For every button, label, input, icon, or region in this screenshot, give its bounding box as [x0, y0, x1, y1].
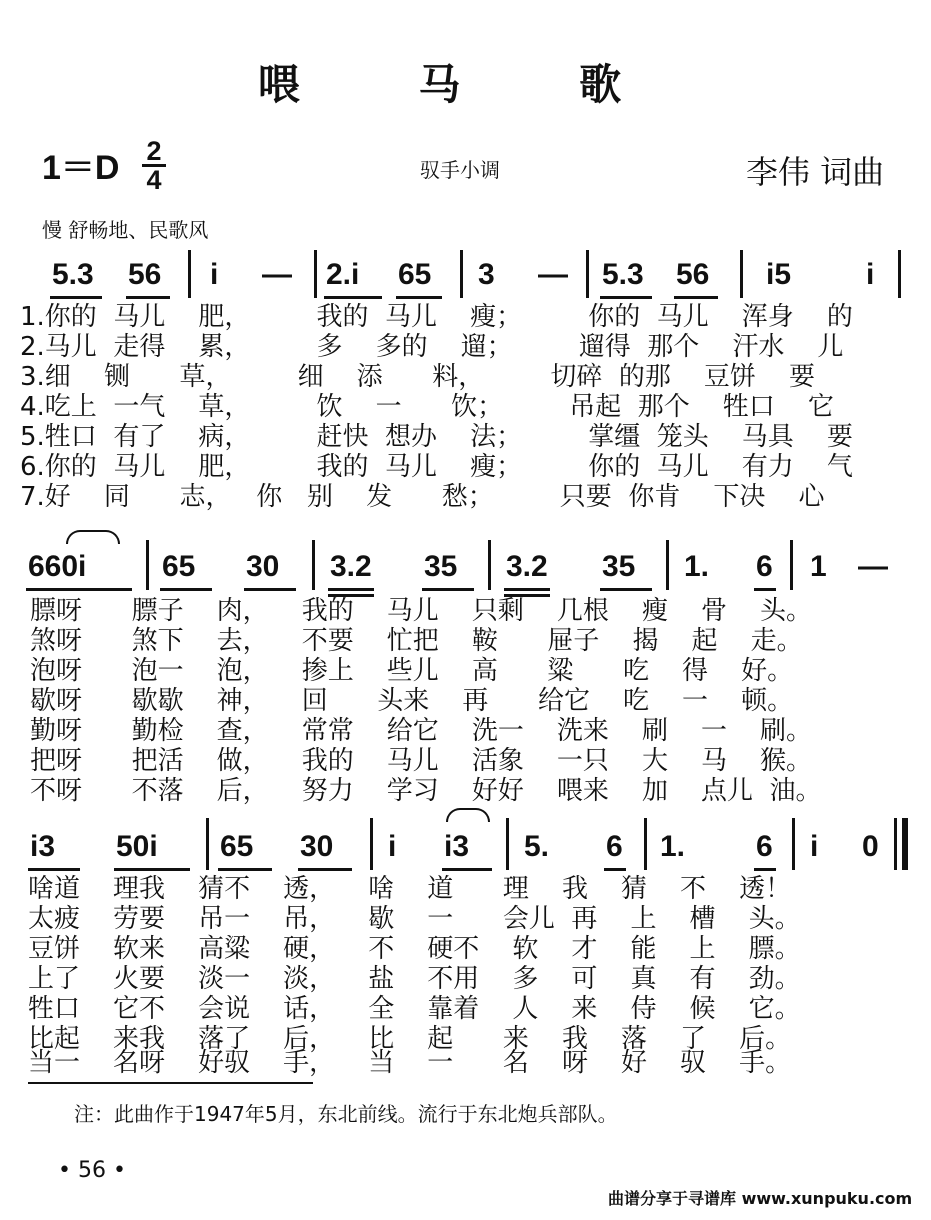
barline	[188, 250, 191, 298]
note-group: 1.	[684, 550, 710, 583]
lyric-line: 不呀 不落 后， 努力 学习 好好 喂来 加 点儿 油。	[30, 776, 822, 806]
time-signature	[142, 138, 166, 193]
beam	[218, 868, 272, 871]
author-credit: 李伟 词曲	[746, 153, 885, 191]
note-group: 30	[300, 830, 334, 863]
beam	[50, 296, 102, 299]
note-group: —	[262, 258, 292, 291]
lyric-line: 比起 来我 落了 后， 比 起 来 我 落 了 后。	[28, 1024, 792, 1054]
lyric-line: 歇呀 歇歇 神， 回 头来 再 给它 吃 一 顿。	[30, 686, 794, 716]
beam	[26, 588, 132, 591]
lyric-line: 3.细 铡 草， 细 添 料， 切碎 的那 豆饼 要	[20, 362, 815, 392]
lyric-line: 泡呀 泡一 泡， 掺上 些儿 高 粱 吃 得 好。	[30, 656, 794, 686]
lyric-line: 7.好 同 志， 你 别 发 愁； 只要 你肯 下决 心	[20, 482, 825, 512]
lyric-line: 太疲 劳要 吊一 吊， 歇 一 会儿 再 上 槽 头。	[28, 904, 801, 934]
barline	[312, 540, 315, 590]
beam	[244, 588, 296, 591]
note-group: 5.3	[52, 258, 94, 291]
beam	[600, 588, 652, 591]
note-group: 50i	[116, 830, 158, 863]
final-barline-thick	[902, 818, 908, 870]
lyric-line: 煞呀 煞下 去， 不要 忙把 鞍 屉子 揭 起 走。	[30, 626, 803, 656]
barline	[644, 818, 647, 870]
lyric-line: 5.牲口 有了 病， 赶快 想办 法； 掌缰 笼头 马具 要	[20, 422, 853, 452]
barline	[586, 250, 589, 298]
barline	[460, 250, 463, 298]
note-group: 35	[602, 550, 636, 583]
lyric-line: 当一 名呀 好驭 手， 当 一 名 呀 好 驭 手。	[28, 1048, 792, 1078]
lyric-line: 勤呀 勤检 查， 常常 给它 洗一 洗来 刷 一 刷。	[30, 716, 813, 746]
note-group: 65	[220, 830, 254, 863]
lyric-line: 1.你的 马儿 肥， 我的 马儿 瘦； 你的 马儿 浑身 的	[20, 302, 853, 332]
note-group: 56	[128, 258, 162, 291]
tempo-marking: 慢 舒畅地、民歌风	[42, 218, 209, 242]
note-group: i5	[766, 258, 792, 291]
barline	[898, 250, 901, 298]
system-2	[0, 540, 931, 806]
footnote-divider	[28, 1082, 313, 1084]
system-1	[0, 250, 931, 510]
note-group: 3.2	[506, 550, 548, 583]
note-group: 5.	[524, 830, 550, 863]
note-group: —	[538, 258, 568, 291]
lyric-line: 上了 火要 淡一 淡， 盐 不用 多 可 真 有 劲。	[28, 964, 801, 994]
note-group: 6	[606, 830, 623, 863]
barline	[488, 540, 491, 590]
system-3	[0, 818, 931, 1078]
note-group: i3	[444, 830, 470, 863]
source-credit: 曲谱分享于寻谱库 www.xunpuku.com	[608, 1189, 913, 1208]
barline	[206, 818, 209, 870]
lyric-line: 啥道 理我 猜不 透， 啥 道 理 我 猜 不 透！	[28, 874, 792, 904]
beam	[328, 588, 374, 591]
beam	[324, 296, 382, 299]
note-group: 0	[862, 830, 879, 863]
barline	[790, 540, 793, 590]
time-signature-bottom: 4	[142, 164, 166, 193]
note-group: 35	[424, 550, 458, 583]
beam	[674, 296, 718, 299]
beam	[504, 588, 550, 591]
note-group: i	[210, 258, 219, 291]
barline	[666, 540, 669, 590]
note-group: 660i	[28, 550, 87, 583]
note-group: i	[866, 258, 875, 291]
note-group: 1.	[660, 830, 686, 863]
barline	[792, 818, 795, 870]
note-group: 6	[756, 550, 773, 583]
beam	[600, 296, 652, 299]
beam	[114, 868, 190, 871]
final-barline-thin	[894, 818, 897, 870]
beam	[604, 868, 626, 871]
lyric-line: 膘呀 膘子 肉， 我的 马儿 只剩 几根 瘦 骨 头。	[30, 596, 813, 626]
song-title: 喂 马 歌	[257, 60, 674, 109]
note-group: 2.i	[326, 258, 360, 291]
beam	[754, 868, 776, 871]
key-signature: 1＝D	[42, 149, 120, 187]
barline	[506, 818, 509, 870]
note-group: 3.2	[330, 550, 372, 583]
note-group: —	[858, 550, 888, 583]
note-group: 56	[676, 258, 710, 291]
style-label: 驭手小调	[420, 158, 500, 182]
lyric-line: 2.马儿 走得 累， 多 多的 遛； 遛得 那个 汗水 儿	[20, 332, 844, 362]
time-signature-top: 2	[146, 136, 162, 166]
barline	[370, 818, 373, 870]
lyric-line: 牲口 它不 会说 话， 全 靠着 人 来 侍 候 它。	[28, 994, 801, 1024]
note-group: i	[810, 830, 819, 863]
beam	[754, 588, 776, 591]
note-group: 30	[246, 550, 280, 583]
slur	[446, 808, 490, 822]
beam	[396, 296, 442, 299]
note-group: i	[388, 830, 397, 863]
barline	[740, 250, 743, 298]
footnote: 注：此曲作于1947年5月，东北前线。流行于东北炮兵部队。	[74, 1102, 618, 1126]
beam	[28, 868, 80, 871]
beam	[160, 588, 212, 591]
note-group: 5.3	[602, 258, 644, 291]
note-group: 1	[810, 550, 827, 583]
lyric-line: 6.你的 马儿 肥， 我的 马儿 瘦； 你的 马儿 有力 气	[20, 452, 853, 482]
note-group: 3	[478, 258, 495, 291]
note-group: 65	[398, 258, 432, 291]
note-group: 65	[162, 550, 196, 583]
lyric-line: 把呀 把活 做， 我的 马儿 活象 一只 大 马 猴。	[30, 746, 813, 776]
note-group: i3	[30, 830, 56, 863]
barline	[146, 540, 149, 590]
beam	[442, 868, 492, 871]
page-number: • 56 •	[58, 1158, 126, 1183]
slur	[66, 530, 120, 544]
beam	[422, 588, 474, 591]
beam	[126, 296, 170, 299]
note-group: 6	[756, 830, 773, 863]
lyric-line: 豆饼 软来 高粱 硬， 不 硬不 软 才 能 上 膘。	[28, 934, 801, 964]
barline	[314, 250, 317, 298]
lyric-line: 4.吃上 一气 草， 饮 一 饮； 吊起 那个 牲口 它	[20, 392, 834, 422]
beam	[298, 868, 352, 871]
